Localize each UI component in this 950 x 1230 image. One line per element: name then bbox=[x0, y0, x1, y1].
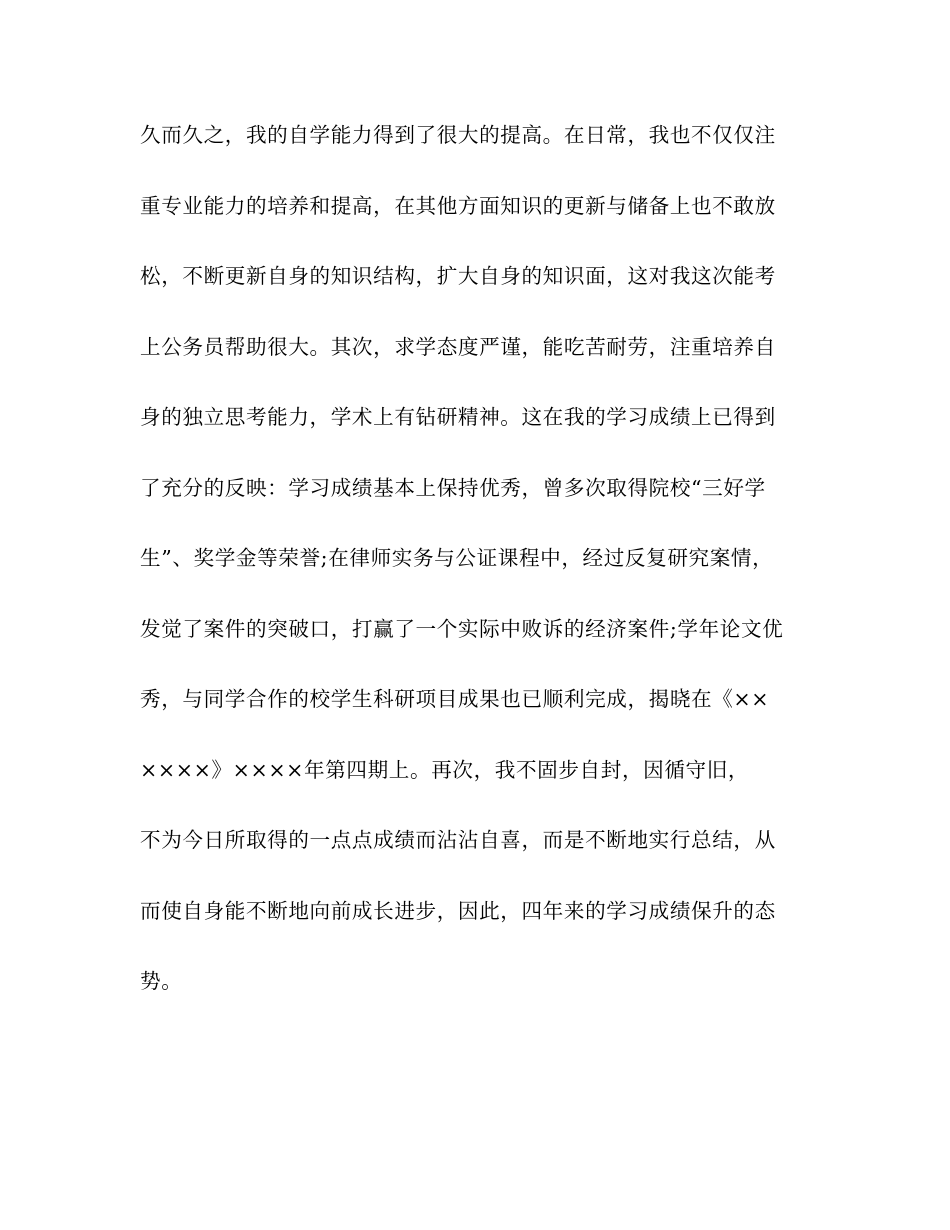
text-line-5: 身的独立思考能力，学术上有钻研精神。这在我的学习成绩上已得到 bbox=[140, 405, 776, 429]
text-line-2: 重专业能力的培养和提高，在其他方面知识的更新与储备上也不敢放 bbox=[140, 193, 776, 218]
text-line-11: 不为今日所取得的一点点成绩而沾沾自喜，而是不断地实行总结，从 bbox=[140, 828, 776, 852]
text-line-7: 生”、奖学金等荣誉;在律师实务与公证课程中，经过反复研究案情， bbox=[140, 546, 774, 570]
text-line-1: 久而久之，我的自学能力得到了很大的提高。在日常，我也不仅仅注 bbox=[140, 123, 776, 147]
text-line-9: 秀，与同学合作的校学生科研项目成果也已顺利完成，揭晓在《×× bbox=[140, 687, 770, 711]
text-line-10: ××××》××××年第四期上。再次，我不固步自封，因循守旧， bbox=[140, 757, 750, 782]
text-line-13: 势。 bbox=[140, 969, 183, 993]
text-line-6: 了充分的反映：学习成绩基本上保持优秀，曾多次取得院校“三好学 bbox=[140, 475, 766, 500]
text-line-4: 上公务员帮助很大。其次，求学态度严谨，能吃苦耐劳，注重培养自 bbox=[140, 334, 776, 359]
paragraph bbox=[140, 120, 820, 1037]
text-line-12: 而使自身能不断地向前成长进步，因此，四年来的学习成绩保升的态 bbox=[140, 898, 776, 923]
text-line-3: 松，不断更新自身的知识结构，扩大自身的知识面，这对我这次能考 bbox=[140, 264, 776, 288]
text-line-8: 发觉了案件的突破口，打赢了一个实际中败诉的经济案件;学年论文优 bbox=[140, 616, 784, 641]
